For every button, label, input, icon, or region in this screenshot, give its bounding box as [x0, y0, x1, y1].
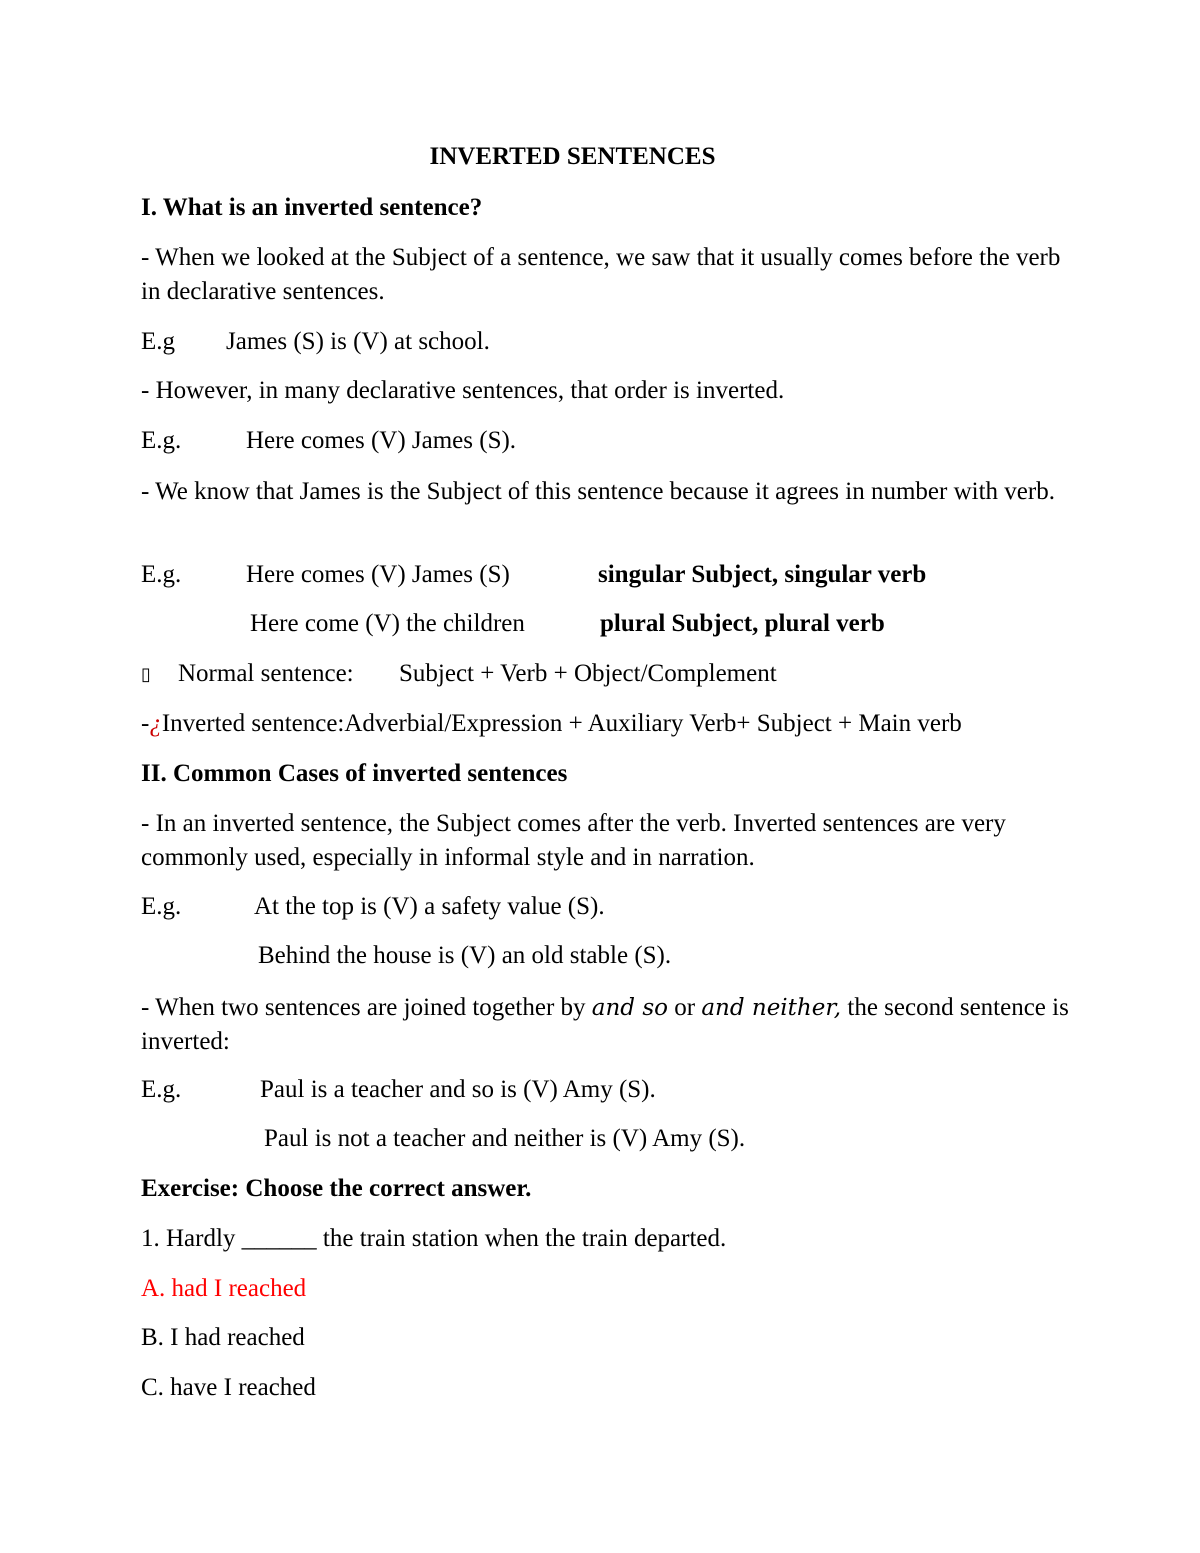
- example-label: E.g.: [141, 1076, 182, 1103]
- document-title: INVERTED SENTENCES: [429, 143, 716, 170]
- example-text: James (S) is (V) at school.: [226, 328, 490, 355]
- italic-phrase: and neither,: [701, 995, 842, 1021]
- example-label: E.g.: [141, 561, 182, 588]
- paragraph-text: or: [674, 994, 696, 1021]
- answer-option-c: C. have I reached: [141, 1374, 316, 1401]
- formula-line: [141, 709, 962, 739]
- paragraph-text: the second sentence is inverted:: [141, 994, 1069, 1055]
- example-note: singular Subject, singular verb: [598, 561, 927, 588]
- paragraph: - In an inverted sentence, the Subject comes after the verb. Inverted sentences are very commonly used, especially in informal style and in narration.: [141, 810, 1006, 871]
- arrow-icon: ▯: [141, 664, 151, 685]
- paragraph-text: - When two sentences are joined together by: [141, 994, 586, 1021]
- question: 1. Hardly ______ the train station when the train departed.: [141, 1225, 727, 1252]
- example-text: Behind the house is (V) an old stable (S).: [258, 942, 672, 969]
- example-label: E.g.: [141, 427, 182, 454]
- example-text: Here come (V) the children: [250, 610, 525, 637]
- formula-text: Subject + Verb + Object/Complement: [399, 660, 777, 687]
- paragraph: [141, 991, 1071, 1059]
- answer-option-b: B. I had reached: [141, 1324, 305, 1351]
- example-text: Here comes (V) James (S).: [246, 427, 517, 454]
- dash: -: [141, 710, 150, 737]
- section-1-heading: I. What is an inverted sentence?: [141, 194, 483, 221]
- example-text: Paul is a teacher and so is (V) Amy (S).: [260, 1076, 656, 1103]
- formula-label: Normal sentence:: [178, 660, 354, 687]
- paragraph: - We know that James is the Subject of this sentence because it agrees in number with verb.: [141, 478, 1055, 505]
- example-text: Here comes (V) James (S): [246, 561, 510, 588]
- example-label: E.g.: [141, 893, 182, 920]
- example-text: At the top is (V) a safety value (S).: [254, 893, 605, 920]
- exercise-heading: Exercise: Choose the correct answer.: [141, 1175, 532, 1202]
- italic-phrase: and so: [591, 995, 668, 1021]
- inverted-question-glyph: ¿: [149, 710, 162, 737]
- example-note: plural Subject, plural verb: [600, 610, 885, 637]
- example-text: Paul is not a teacher and neither is (V) Amy (S).: [264, 1125, 746, 1152]
- formula-text: Inverted sentence:Adverbial/Expression + Auxiliary Verb+ Subject + Main verb: [161, 710, 962, 737]
- answer-option-a: A. had I reached: [141, 1275, 307, 1302]
- section-2-heading: II. Common Cases of inverted sentences: [141, 760, 568, 787]
- paragraph: - However, in many declarative sentences, that order is inverted.: [141, 377, 785, 404]
- example-label: E.g: [141, 328, 176, 355]
- paragraph: - When we looked at the Subject of a sentence, we saw that it usually comes before the verb in declarative sentences.: [141, 244, 1061, 305]
